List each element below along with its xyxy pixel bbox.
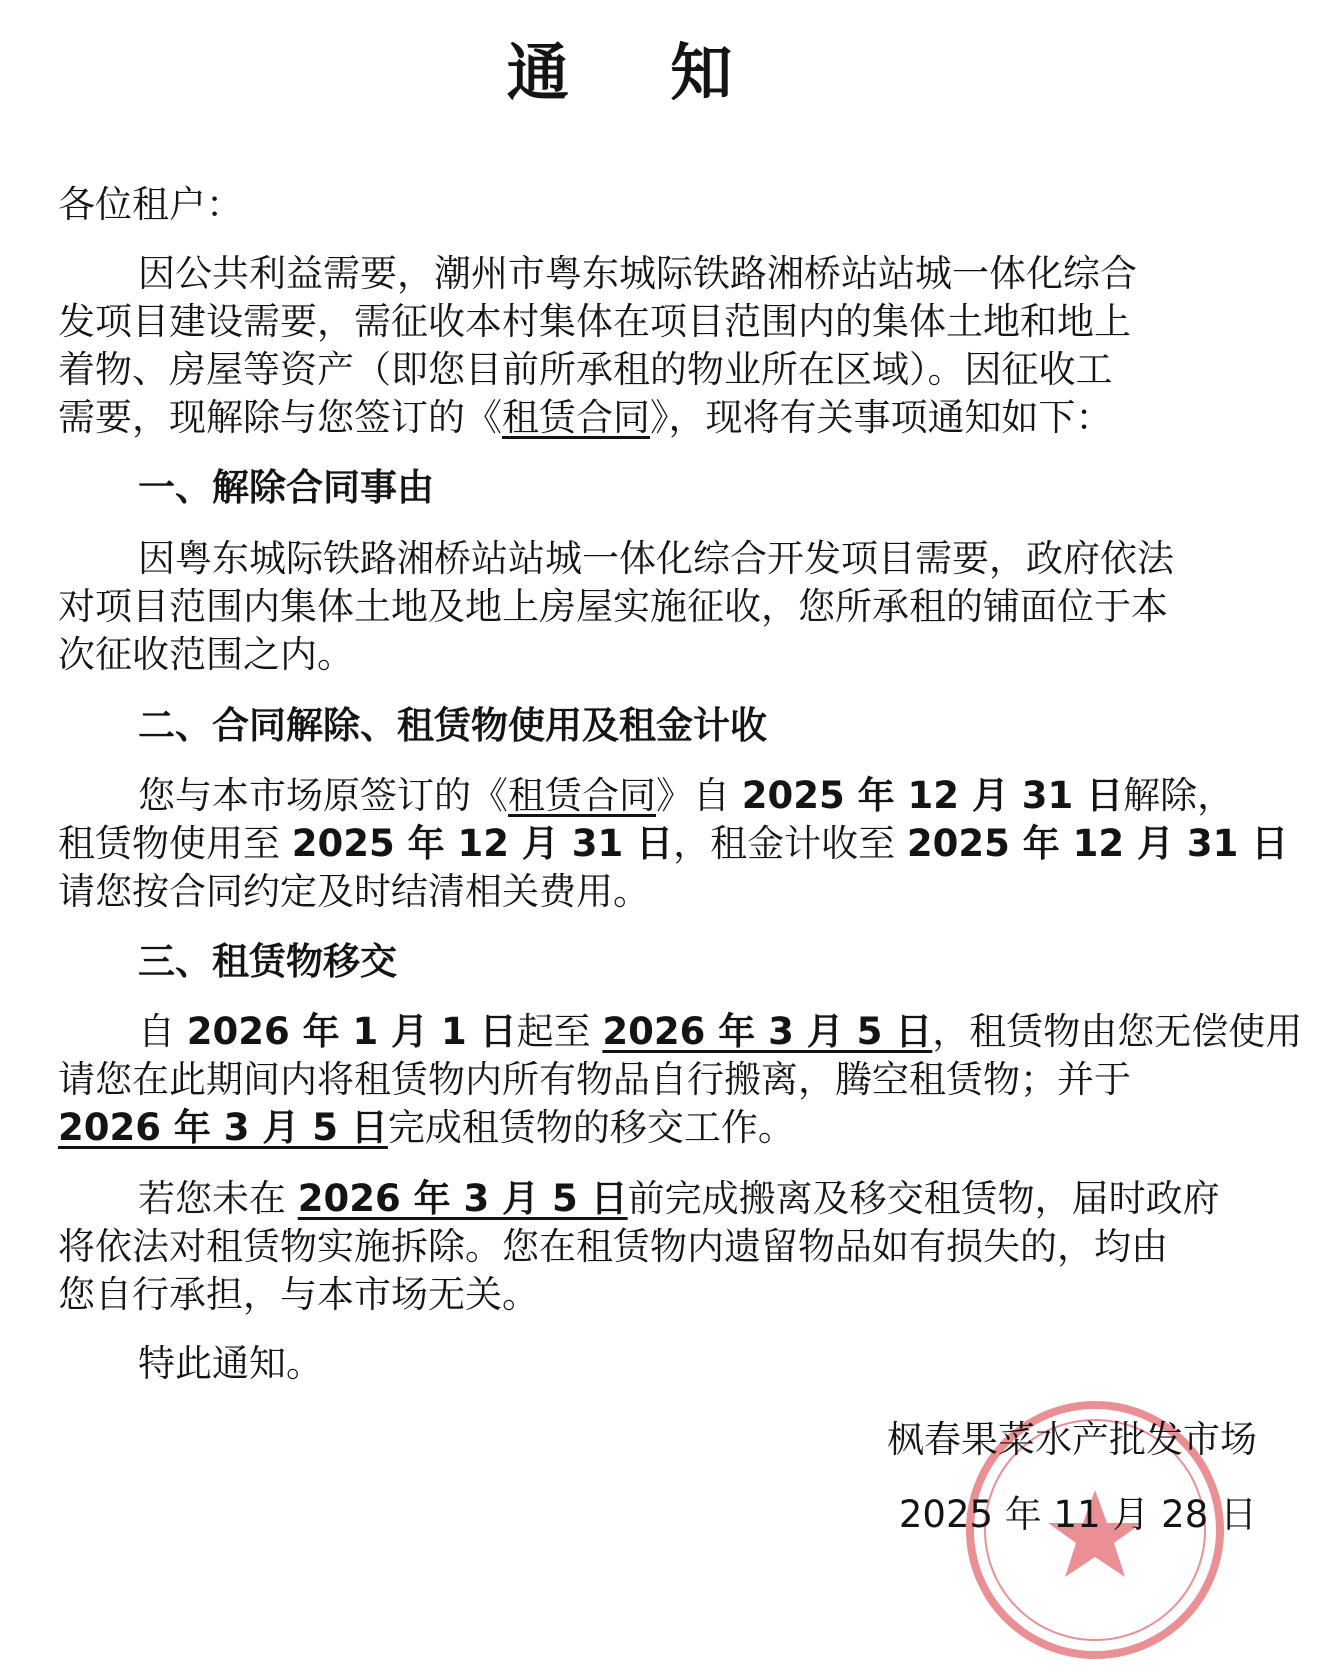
issue-date: 2025 年 11 月 28 日 [898, 1493, 1257, 1536]
intro-line-3: 着物、房屋等资产（即您目前所承租的物业所在区域）。因征收工 [58, 348, 1113, 391]
section-2-line-2-a: 租赁物使用至 [58, 822, 292, 865]
section-1-heading: 一、解除合同事由 [138, 466, 434, 509]
section-2-line-1-c: 解除， [1123, 774, 1235, 817]
section-2-line-1 [58, 772, 1328, 820]
section-3-line-3 [58, 1104, 1248, 1152]
free-use-start-date: 2026 年 1 月 1 日 [186, 1010, 517, 1053]
intro-line-4 [58, 394, 1248, 442]
intro-line-4-b: 》，现将有关事项通知如下： [650, 396, 1113, 439]
section-1-line-2: 对项目范围内集体土地及地上房屋实施征收，您所承租的铺面位于本 [58, 585, 1168, 628]
section-3-line-1-c: ，租赁物由您无偿使用 [932, 1010, 1303, 1053]
section-2-line-1-b: 》自 [656, 774, 742, 817]
contract-name: 租赁合同 [502, 396, 650, 439]
warning-line-2: 将依法对租赁物实施拆除。您在租赁物内遗留物品如有损失的，均由 [58, 1225, 1168, 1268]
section-3-line-2: 请您在此期间内将租赁物内所有物品自行搬离，腾空租赁物；并于 [58, 1058, 1131, 1101]
section-2-heading: 二、合同解除、租赁物使用及租金计收 [138, 704, 767, 747]
handover-date: 2026 年 3 月 5 日 [58, 1106, 388, 1149]
use-until-date: 2025 年 12 月 31 日 [291, 822, 674, 865]
notice-title: 通 知 [506, 36, 773, 109]
intro-line-2: 发项目建设需要，需征收本村集体在项目范围内的集体土地和地上 [58, 300, 1131, 343]
section-3-line-1 [58, 1008, 1328, 1056]
free-use-end-date: 2026 年 3 月 5 日 [602, 1010, 933, 1053]
closing-text: 特此通知。 [138, 1342, 323, 1385]
intro-line-1: 因公共利益需要，潮州市粤东城际铁路湘桥站站城一体化综合 [138, 252, 1137, 295]
section-3-heading: 三、租赁物移交 [138, 940, 397, 983]
warning-line-1-a: 若您未在 [138, 1177, 298, 1220]
issuer-name: 枫春果菜水产批发市场 [887, 1418, 1257, 1461]
section-2-line-3: 请您按合同约定及时结清相关费用。 [58, 870, 650, 913]
warning-line-3: 您自行承担，与本市场无关。 [58, 1273, 539, 1316]
section-2-line-1-a: 您与本市场原签订的《 [138, 774, 508, 817]
warning-line-1-b: 前完成搬离及移交租赁物，届时政府 [627, 1177, 1220, 1220]
rent-until-date: 2025 年 12 月 31 日 [906, 822, 1289, 865]
termination-date: 2025 年 12 月 31 日 [741, 774, 1124, 817]
intro-line-4-a: 需要，现解除与您签订的《 [58, 396, 502, 439]
section-2-line-2 [58, 820, 1289, 868]
section-1-line-1: 因粤东城际铁路湘桥站站城一体化综合开发项目需要，政府依法 [138, 537, 1174, 580]
section-3-line-1-b: 起至 [516, 1010, 603, 1053]
salutation: 各位租户： [58, 183, 243, 226]
section-1-line-3: 次征收范围之内。 [58, 633, 354, 676]
section-3-line-1-a: 自 [138, 1010, 187, 1053]
deadline-date: 2026 年 3 月 5 日 [297, 1177, 628, 1220]
section-3-line-3-b: 完成租赁物的移交工作。 [387, 1106, 795, 1149]
warning-line-1 [58, 1175, 1328, 1223]
contract-name: 租赁合同 [508, 774, 656, 817]
section-2-line-2-b: ，租金计收至 [673, 822, 907, 865]
